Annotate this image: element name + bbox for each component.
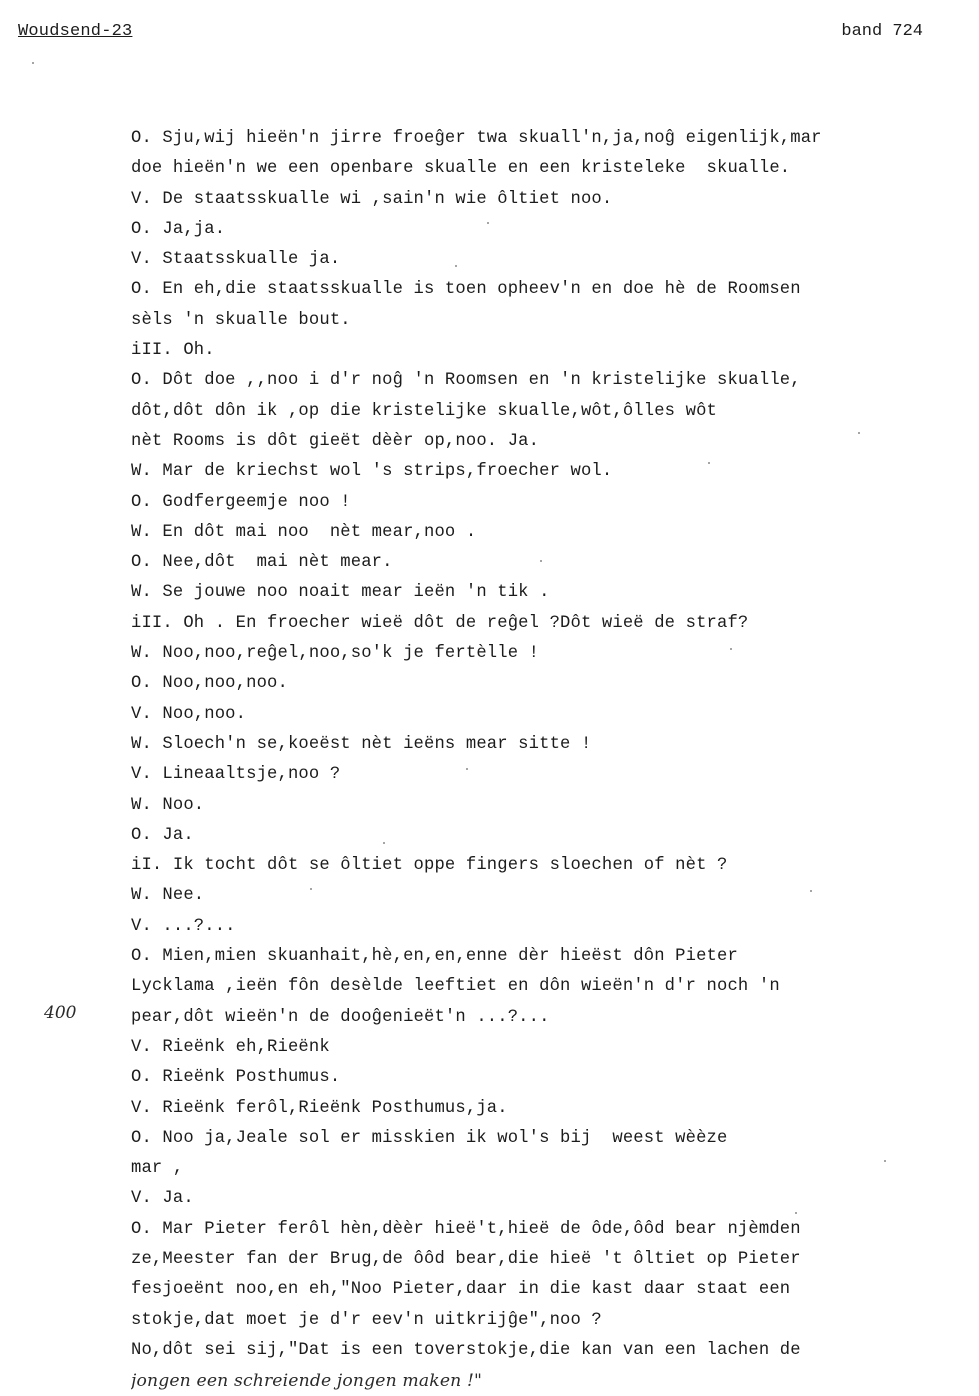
transcript-line: V. ...?... [131, 916, 236, 936]
scan-speck [32, 62, 34, 64]
transcript-line: W. Sloech'n se,koeëst nèt ieëns mear sitte ! [131, 734, 592, 754]
transcript-line: nèt Rooms is dôt gieët dèèr op,noo. Ja. [131, 431, 540, 451]
transcript-line: V. Staatsskualle ja. [131, 250, 341, 270]
transcript-line: V. Ja. [131, 1189, 194, 1209]
transcript-line: W. Noo. [131, 795, 205, 815]
transcript-line: W. Nee. [131, 886, 205, 906]
transcript-line: O. Dôt doe ,,noo i d'r noĝ 'n Roomsen en 'n kristelijke skualle, [131, 371, 801, 391]
margin-annotation: 400 [44, 1003, 77, 1023]
transcript-line: O. Noo ja,Jeale sol er misskien ik wol's bij weest wèèze [131, 1128, 728, 1148]
transcript-line: iI. Ik tocht dôt se ôltiet oppe fingers sloechen of nèt ? [131, 856, 728, 876]
transcript-line: Lycklama ,ieën fôn desèlde leeftiet en dôn wieën'n d'r noch 'n [131, 977, 780, 997]
transcript-line: V. Rieënk eh,Rieënk [131, 1037, 330, 1057]
transcript-line: O. Godfergeemje noo ! [131, 492, 351, 512]
scan-speck [708, 462, 710, 464]
scan-speck [730, 648, 732, 650]
transcript-line: W. Noo,noo,reĝel,noo,so'k je fertèlle ! [131, 644, 540, 664]
transcript-line: dôt,dôt dôn ik ,op die kristelijke skualle,wôt,ôlles wôt [131, 401, 717, 421]
transcript-line: fesjoeënt noo,en eh,"Noo Pieter,daar in die kast daar staat een [131, 1280, 791, 1300]
tape-number: band 724 [841, 22, 923, 41]
transcript-line: sèls 'n skualle bout. [131, 310, 351, 330]
transcript-line: O. Nee,dôt mai nèt mear. [131, 553, 393, 573]
transcript-line: O. Noo,noo,noo. [131, 674, 288, 694]
scan-speck [466, 768, 468, 770]
transcript-line: iII. Oh. [131, 341, 215, 361]
scan-speck [310, 888, 312, 890]
transcript-line: O. Rieënk Posthumus. [131, 1068, 341, 1088]
transcript-line: V. Lineaaltsje,noo ? [131, 765, 341, 785]
transcript-line: stokje,dat moet je d'r eev'n uitkrijĝe",noo ? [131, 1310, 602, 1330]
scan-speck [383, 842, 385, 844]
transcript-line: V. Noo,noo. [131, 704, 247, 724]
transcript-line: W. Mar de kriechst wol 's strips,froecher wol. [131, 462, 613, 482]
transcript-line: W. Se jouwe noo noait mear ieën 'n tik . [131, 583, 550, 603]
transcript-line: mar , [131, 1159, 184, 1179]
transcript-body [131, 124, 961, 1396]
transcript-line: ze,Meester fan der Brug,de ôôd bear,die hieë 't ôltiet op Pieter [131, 1249, 801, 1269]
transcript-line: O. Mien,mien skuanhait,hè,en,en,enne dèr hieëst dôn Pieter [131, 947, 738, 967]
scan-speck [858, 432, 860, 434]
transcript-line: pear,dôt wieën'n de dooĝenieët'n ...?... [131, 1007, 550, 1027]
transcript-line: doe hieën'n we een openbare skualle en een kristeleke skualle. [131, 159, 791, 179]
transcript-line: V. De staatsskualle wi ,sain'n wie ôltiet noo. [131, 189, 613, 209]
scan-speck [795, 1212, 797, 1214]
transcript-line: No,dôt sei sij,"Dat is een toverstokje,die kan van een lachen de [131, 1340, 801, 1360]
transcript-line: O. Ja. [131, 825, 194, 845]
transcript-line: O. Mar Pieter ferôl hèn,dèèr hieë't,hieë de ôde,ôôd bear njèmden [131, 1219, 801, 1239]
transcript-line: O. En eh,die staatsskualle is toen opheev'n en doe hè de Roomsen [131, 280, 801, 300]
transcript-line: jongen een schreiende jongen maken !" [131, 1371, 483, 1392]
scan-speck [810, 890, 812, 892]
transcript-line: O. Sju,wij hieën'n jirre froeĝer twa skuall'n,ja,noĝ eigenlijk,mar [131, 129, 822, 148]
scan-speck [540, 560, 542, 562]
document-title: Woudsend-23 [18, 22, 133, 41]
transcript-line: O. Ja,ja. [131, 219, 226, 239]
transcript-line: V. Rieënk ferôl,Rieënk Posthumus,ja. [131, 1098, 508, 1118]
transcript-line: iII. Oh . En froecher wieë dôt de reĝel ?Dôt wieë de straf? [131, 613, 749, 633]
scan-speck [455, 265, 457, 267]
transcript-line: W. En dôt mai noo nèt mear,noo . [131, 522, 477, 542]
scan-speck [487, 222, 489, 224]
scan-speck [884, 1160, 886, 1162]
